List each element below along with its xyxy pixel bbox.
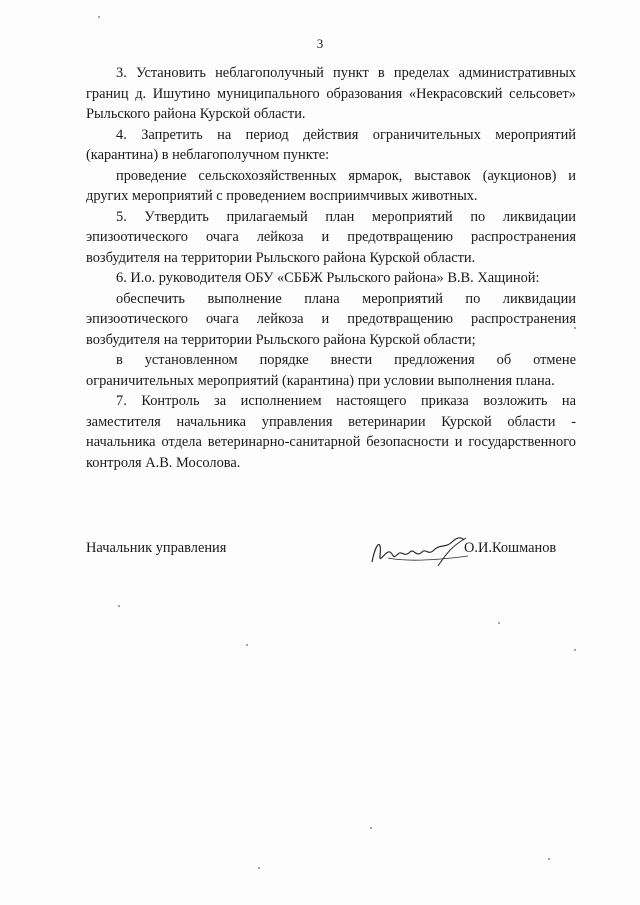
- handwritten-signature: [368, 532, 478, 570]
- scan-speck: [246, 644, 248, 646]
- paragraph-item-4-detail: проведение сельскохозяйственных ярмарок, выставок (аукционов) и других мероприятий с проведением восприимчивых животных.: [86, 167, 576, 204]
- scan-speck: [498, 622, 500, 624]
- scan-speck: [548, 858, 550, 860]
- scan-speck: [574, 327, 576, 329]
- scan-speck: [258, 867, 260, 869]
- signature-block: [86, 540, 576, 580]
- paragraph-item-4: 4. Запретить на период действия ограничительных мероприятий (карантина) в неблагополучном пункте:: [86, 126, 576, 163]
- paragraph-item-3: 3. Установить неблагополучный пункт в пределах административных границ д. Ишутино муниципального образования «Некрасовский сельсовет» Рыльского района Курской области.: [86, 65, 576, 122]
- document-body: [86, 63, 576, 473]
- paragraph-item-6-task-2: в установленном порядке внести предложения об отмене ограничительных мероприятий (карантина) при условии выполнения плана.: [86, 352, 576, 389]
- scan-speck: [574, 649, 576, 651]
- scan-speck: [370, 827, 372, 829]
- scan-speck: [98, 16, 100, 18]
- paragraph-item-5: 5. Утвердить прилагаемый план мероприятий по ликвидации эпизоотического очага лейкоза и предотвращению распространения возбудителя на территории Рыльского района Курской области.: [86, 208, 576, 266]
- paragraph-item-6-task-1: обеспечить выполнение плана мероприятий по ликвидации эпизоотического очага лейкоза и предотвращению распространения возбудителя на территории Рыльского района Курской области;: [86, 290, 576, 348]
- paragraph-item-6: 6. И.о. руководителя ОБУ «СББЖ Рыльского района» В.В. Хащиной:: [116, 270, 540, 286]
- signatory-title: Начальник управления: [86, 540, 227, 556]
- scan-speck: [118, 605, 120, 607]
- paragraph-item-7: 7. Контроль за исполнением настоящего приказа возложить на заместителя начальника управления ветеринарии Курской области - начальника отдела ветеринарно-санитарной безопасности и государственного контроля А.В. Мосолова.: [86, 393, 576, 471]
- signatory-name: О.И.Кошманов: [464, 540, 557, 556]
- page-number: 3: [316, 36, 324, 51]
